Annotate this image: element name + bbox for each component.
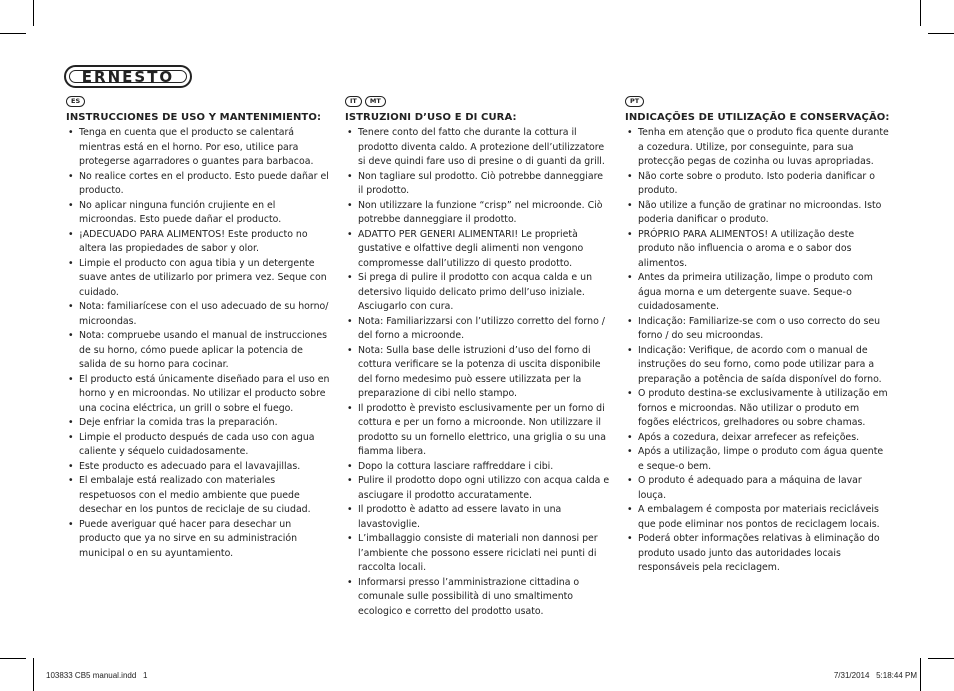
section-heading: ISTRUZIONI D’USO E DI CURA:	[345, 112, 517, 123]
list-item: • Deje enfriar la comida tras la preparación.	[66, 416, 332, 431]
footer-timestamp: 7/31/2014 5:18:44 PM	[833, 671, 917, 680]
section-heading: INSTRUCCIONES DE USO Y MANTENIMIENTO:	[66, 112, 322, 123]
list-item: • El embalaje está realizado con materiales respetuosos con el medio ambiente que puede desechar en los puntos de reciclaje de su ciudad.	[66, 474, 332, 518]
crop-mark	[33, 0, 34, 26]
list-item: • Indicação: Verifique, de acordo com o manual de instruções do seu forno, como pode utilizar para a preparação a potência de saída disponível do forno.	[625, 344, 891, 388]
list-item: • Il prodotto è previsto esclusivamente per un forno di cottura e per un forno a microonde. Non utilizzare il prodotto su un fornello elettrico, una griglia o su una fiamma libera.	[345, 402, 611, 460]
list-item: • Não corte sobre o produto. Isto poderia danificar o produto.	[625, 170, 891, 199]
list-item: • Limpie el producto después de cada uso con agua caliente y séquelo cuidadosamente.	[66, 431, 332, 460]
list-item: • PRÓPRIO PARA ALIMENTOS! A utilização deste produto não influencia o aroma e o sabor dos alimentos.	[625, 228, 891, 272]
language-badge: PT	[625, 96, 644, 107]
list-item: • Antes da primeira utilização, limpe o produto com água morna e um detergente suave. Seque-o cuidadosamente.	[625, 271, 891, 315]
list-item: • Non tagliare sul prodotto. Ciò potrebbe danneggiare il prodotto.	[345, 170, 611, 199]
list-item: • Nota: familiarícese con el uso adecuado de su horno/ microondas.	[66, 300, 332, 329]
language-badge: ES	[66, 96, 85, 107]
crop-mark	[920, 658, 921, 691]
list-item: • Informarsi presso l’amministrazione cittadina o comunale sulle possibilità di uno smaltimento ecologico e corretto del prodotto usato.	[345, 576, 611, 620]
language-badges	[66, 96, 332, 107]
list-item: • Il prodotto è adatto ad essere lavato in una lavastoviglie.	[345, 503, 611, 532]
list-item: • Após a cozedura, deixar arrefecer as refeições.	[625, 431, 891, 446]
list-item: • Este producto es adecuado para el lavavajillas.	[66, 460, 332, 475]
crop-mark	[928, 33, 954, 34]
list-item: • Poderá obter informações relativas à eliminação do produto usado junto das autoridades locais responsáveis pela reciclagem.	[625, 532, 891, 576]
list-item: • Non utilizzare la funzione “crisp” nel microonde. Ciò potrebbe danneggiare il prodotto.	[345, 199, 611, 228]
list-item: • No aplicar ninguna función crujiente en el microondas. Esto puede dañar el producto.	[66, 199, 332, 228]
list-item: • Após a utilização, limpe o produto com água quente e seque-o bem.	[625, 445, 891, 474]
instruction-list	[625, 126, 891, 576]
footer-file-name: 103833 CB5 manual.indd 1	[46, 671, 148, 680]
language-badges	[625, 96, 891, 107]
language-badge: IT	[345, 96, 362, 107]
crop-mark	[920, 0, 921, 26]
list-item: • ADATTO PER GENERI ALIMENTARI! Le proprietà gustative e olfattive degli alimenti non vengono compromesse dall’utilizzo di questo prodotto.	[345, 228, 611, 272]
list-item: • El producto está únicamente diseñado para el uso en horno y en microondas. No utilizar el producto sobre una cocina eléctrica, un grill o sobre el fuego.	[66, 373, 332, 417]
list-item: • Dopo la cottura lasciare raffreddare i cibi.	[345, 460, 611, 475]
instruction-list	[66, 126, 332, 561]
column-it-mt	[345, 96, 611, 619]
column-es	[66, 96, 332, 561]
logo-text: ERNESTO	[81, 67, 175, 86]
list-item: • Limpie el producto con agua tibia y un detergente suave antes de utilizarlo por primera vez. Seque con cuidado.	[66, 257, 332, 301]
list-item: • Si prega di pulire il prodotto con acqua calda e un detersivo liquido delicato primo dell’uso iniziale. Asciugarlo con cura.	[345, 271, 611, 315]
list-item: • Tenha em atenção que o produto fica quente durante a cozedura. Utilize, por conseguinte, para sua protecção pegas de cozinha ou luvas apropriadas.	[625, 126, 891, 170]
list-item: • A embalagem é composta por materiais recicláveis que pode eliminar nos pontos de reciclagem locais.	[625, 503, 891, 532]
language-badge: MT	[365, 96, 386, 107]
list-item: • Indicação: Familiarize-se com o uso correcto do seu forno / do seu microondas.	[625, 315, 891, 344]
list-item: • Nota: Familiarizzarsi con l’utilizzo corretto del forno / del forno a microonde.	[345, 315, 611, 344]
list-item: • No realice cortes en el producto. Esto puede dañar el producto.	[66, 170, 332, 199]
column-pt	[625, 96, 891, 576]
crop-mark	[0, 33, 26, 34]
instruction-list	[345, 126, 611, 619]
crop-mark	[0, 658, 26, 659]
list-item: • Tenere conto del fatto che durante la cottura il prodotto diventa caldo. A protezione dell’utilizzatore si deve quindi fare uso di presine o di guanti da grill.	[345, 126, 611, 170]
crop-mark	[33, 658, 34, 691]
list-item: • Nota: Sulla base delle istruzioni d’uso del forno di cottura verificare se la potenza di uscita disponibile del forno medesimo può essere utilizzata per la preparazione di cibi nello stampo.	[345, 344, 611, 402]
list-item: • Puede averiguar qué hacer para desechar un producto que ya no sirve en su administración municipal o en su ayuntamiento.	[66, 518, 332, 562]
list-item: • Não utilize a função de gratinar no microondas. Isto poderia danificar o produto.	[625, 199, 891, 228]
list-item: • Pulire il prodotto dopo ogni utilizzo con acqua calda e asciugare il prodotto accuratamente.	[345, 474, 611, 503]
list-item: • O produto destina-se exclusivamente à utilização em fornos e microondas. Não utilizar o produto em fogões eléctricos, grelhadores ou sobre chamas.	[625, 387, 891, 431]
list-item: • O produto é adequado para a máquina de lavar louça.	[625, 474, 891, 503]
list-item: • Tenga en cuenta que el producto se calentará mientras está en el horno. Por eso, utilice para protegerse agarradores o guantes para barbacoa.	[66, 126, 332, 170]
list-item: • ¡ADECUADO PARA ALIMENTOS! Este producto no altera las propiedades de sabor y olor.	[66, 228, 332, 257]
list-item: • Nota: compruebe usando el manual de instrucciones de su horno, cómo puede aplicar la potencia de salida de su horno para cocinar.	[66, 329, 332, 373]
brand-logo	[64, 65, 192, 88]
language-badges	[345, 96, 611, 107]
section-heading: INDICAÇÕES DE UTILIZAÇÃO E CONSERVAÇÃO:	[625, 112, 890, 123]
list-item: • L’imballaggio consiste di materiali non dannosi per l’ambiente che possono essere riciclati nei punti di raccolta locali.	[345, 532, 611, 576]
crop-mark	[928, 658, 954, 659]
